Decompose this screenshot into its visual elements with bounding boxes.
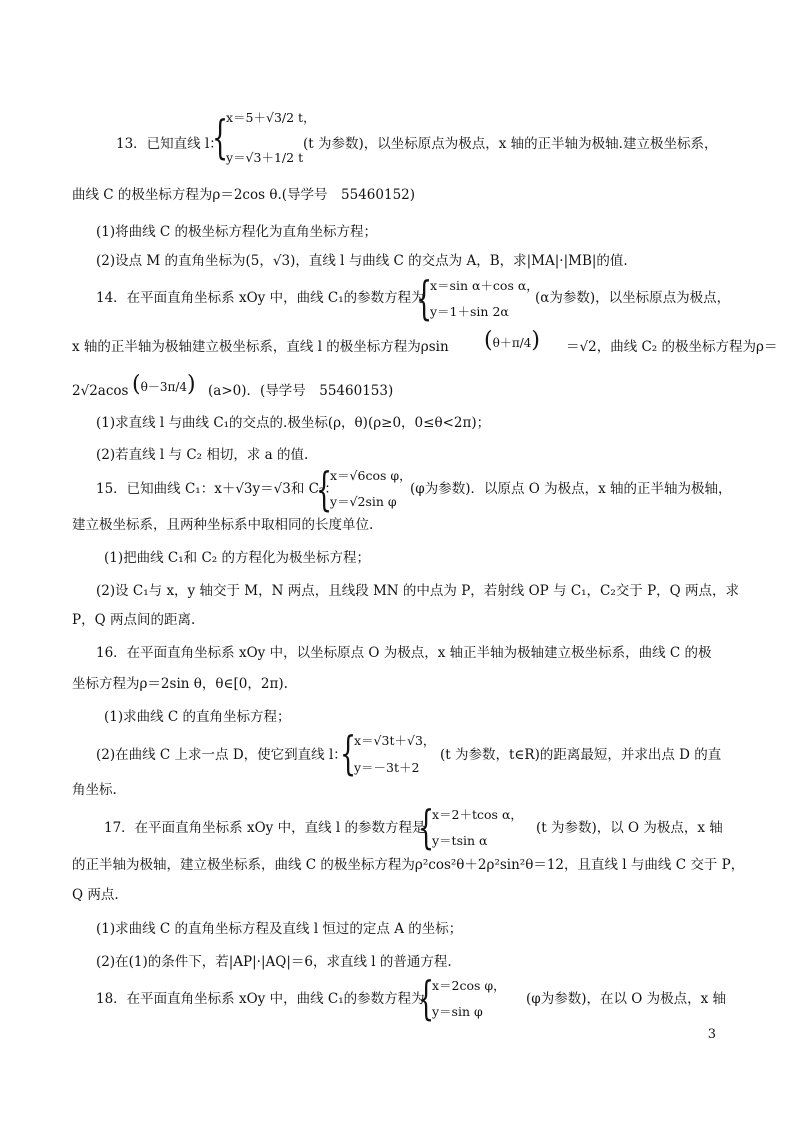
left-brace-icon: {: [416, 271, 433, 325]
p13-q2: (2)设点 M 的直角坐标为(5，√3)，直线 l 与曲线 C 的交点为 A，B，求|MA|·|MB|的值.: [96, 253, 628, 269]
p16-line1: 16．在平面直角坐标系 xOy 中，以坐标原点 O 为极点，x 轴正半轴为极轴建立极坐标系，曲线 C 的极: [96, 645, 712, 661]
page-number: 3: [707, 1027, 716, 1042]
p17-line3: Q 两点.: [72, 887, 119, 903]
p15-q1: (1)把曲线 C₁和 C₂ 的方程化为极坐标方程；: [104, 550, 370, 566]
p17-after: (t 为参数)，以 O 为极点，x 轴: [536, 820, 723, 836]
p16-q2lead: (2)在曲线 C 上求一点 D，使它到直线 l：: [96, 747, 347, 763]
p16-q2after: (t 为参数，t∈R)的距离最短，并求出点 D 的直: [440, 747, 722, 763]
p14-paren2: (θ－3π/4): [132, 372, 196, 397]
p14-q1: (1)求直线 l 与曲线 C₁的交点的.极坐标(ρ，θ)(ρ≥0，0≤θ<2π)；: [96, 415, 491, 431]
p16-q2b: 角坐标.: [72, 782, 117, 798]
p13-eq2: y＝√3＋1/2 t: [226, 150, 304, 165]
p17-eq2: y＝tsin α: [432, 833, 488, 848]
p14-q2: (2)若直线 l 与 C₂ 相切，求 a 的值.: [96, 447, 309, 463]
p13-lead: 13．已知直线 l：: [116, 136, 223, 152]
p18-eq1: x＝2cos φ，: [432, 978, 506, 993]
p14-paren1-text: θ＋π/4: [492, 336, 532, 350]
p15-eq1: x＝√6cos φ，: [330, 468, 412, 483]
p15-line2: 建立极坐标系，且两种坐标系中取相同的长度单位.: [72, 517, 374, 533]
p13-eq1: x＝5＋√3/2 t，: [226, 110, 316, 125]
p14-line2b: ＝√2，曲线 C₂ 的极坐标方程为ρ＝: [566, 339, 778, 355]
p15-q2b: P，Q 两点间的距离.: [72, 612, 196, 628]
p15-q2a: (2)设 C₁与 x，y 轴交于 M，N 两点，且线段 MN 的中点为 P，若射线 OP 与 C₁，C₂交于 P，Q 两点，求: [96, 583, 740, 599]
p14-lead: 14．在平面直角坐标系 xOy 中，曲线 C₁的参数方程为: [96, 290, 425, 306]
p18-eq2: y＝sin φ: [432, 1004, 483, 1019]
p15-after: (φ为参数)．以原点 O 为极点，x 轴的正半轴为极轴，: [410, 481, 732, 497]
left-brace-icon: {: [418, 971, 435, 1025]
p17-q2: (2)在(1)的条件下，若|AP|·|AQ|＝6，求直线 l 的普通方程.: [96, 954, 452, 970]
p17-line2: 的正半轴为极轴，建立极坐标系，曲线 C 的极坐标方程为ρ²cos²θ＋2ρ²sin²θ＝12，且直线 l 与曲线 C 交于 P，: [72, 857, 745, 873]
left-brace-icon: {: [316, 462, 333, 516]
left-brace-icon: {: [418, 800, 435, 854]
p14-eq2: y＝1＋sin 2α: [430, 304, 509, 319]
p17-lead: 17．在平面直角坐标系 xOy 中，直线 l 的参数方程是: [104, 820, 426, 836]
p14-line3b: (a>0)．(导学号 55460153): [208, 383, 394, 399]
p18-lead: 18．在平面直角坐标系 xOy 中，曲线 C₁的参数方程为: [96, 991, 425, 1007]
p14-eq1: x＝sin α＋cos α，: [430, 278, 539, 293]
p16-eq1: x＝√3t＋√3，: [354, 733, 436, 748]
p18-after: (φ为参数)，在以 O 为极点，x 轴: [526, 991, 727, 1007]
left-brace-icon: {: [340, 726, 357, 780]
p13-after: (t 为参数)，以坐标原点为极点，x 轴的正半轴为极轴.建立极坐标系，: [303, 136, 718, 152]
p16-eq2: y＝－3t＋2: [354, 760, 420, 775]
p15-eq2: y＝√2sin φ: [330, 494, 397, 509]
p13-line2: 曲线 C 的极坐标方程为ρ＝2cos θ.(导学号 55460152): [72, 187, 416, 203]
left-brace-icon: {: [212, 110, 229, 164]
p15-lead: 15．已知曲线 C₁：x＋√3y＝√3和 C₂：: [96, 481, 338, 497]
p14-line3a: 2√2acos: [72, 383, 129, 399]
p14-paren1: (θ＋π/4): [484, 328, 540, 353]
p17-q1: (1)求曲线 C 的直角坐标方程及直线 l 恒过的定点 A 的坐标；: [96, 921, 463, 937]
p16-q1: (1)求曲线 C 的直角坐标方程；: [104, 709, 291, 725]
p16-line2: 坐标方程为ρ＝2sin θ，θ∈[0，2π).: [72, 676, 288, 692]
p14-paren2-text: θ－3π/4: [140, 380, 188, 394]
p17-eq1: x＝2＋tcos α，: [432, 807, 523, 822]
p13-q1: (1)将曲线 C 的极坐标方程化为直角坐标方程；: [96, 224, 378, 240]
p14-after: (α为参数)，以坐标原点为极点，: [535, 290, 731, 306]
p14-line2a: x 轴的正半轴为极轴建立极坐标系，直线 l 的极坐标方程为ρsin: [72, 339, 449, 355]
